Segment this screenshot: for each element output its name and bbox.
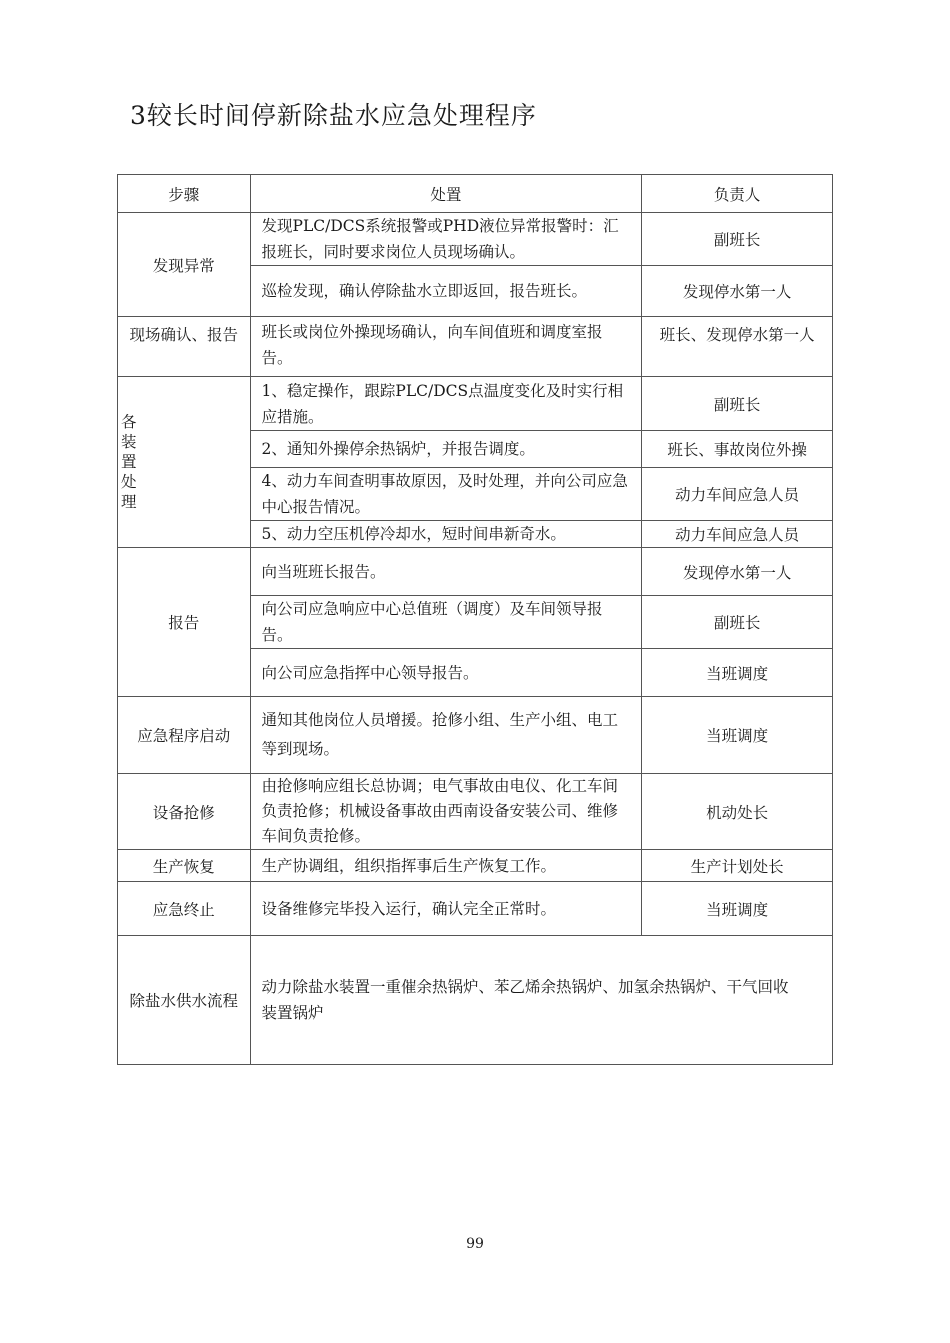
owner-cell: 副班长	[642, 213, 833, 266]
owner-cell: 副班长	[642, 596, 833, 649]
owner-cell: 发现停水第一人	[642, 548, 833, 596]
action-cell: 5、动力空压机停冷却水，短时间串新奇水。	[250, 521, 642, 548]
table-row	[118, 850, 833, 882]
step-cell: 现场确认、报告	[118, 317, 251, 377]
action-cell: 1、稳定操作，跟踪PLC/DCS点温度变化及时实行相应措施。	[250, 377, 642, 431]
header-action: 处置	[250, 175, 642, 213]
table-row	[118, 936, 833, 1065]
action-cell: 发现PLC/DCS系统报警或PHD液位异常报警时：汇报班长，同时要求岗位人员现场确认。	[250, 213, 642, 266]
action-cell: 由抢修响应组长总协调；电气事故由电仪、化工车间负责抢修；机械设备事故由西南设备安装公司、维修车间负责抢修。	[250, 774, 642, 850]
table-row	[118, 377, 833, 431]
step-cell: 应急终止	[118, 882, 251, 936]
page-number: 99	[466, 1236, 484, 1252]
document-title: 3较长时间停新除盐水应急处理程序	[130, 101, 537, 130]
owner-cell: 当班调度	[642, 882, 833, 936]
owner-cell: 班长、发现停水第一人	[642, 317, 833, 377]
owner-cell: 副班长	[642, 377, 833, 431]
step-vertical-text: 各装置处理	[121, 413, 137, 511]
table-row	[118, 774, 833, 850]
owner-cell: 动力车间应急人员	[642, 468, 833, 521]
step-cell: 设备抢修	[118, 774, 251, 850]
owner-cell: 发现停水第一人	[642, 266, 833, 317]
table-row	[118, 697, 833, 774]
owner-cell: 当班调度	[642, 649, 833, 697]
step-cell: 应急程序启动	[118, 697, 251, 774]
action-cell: 班长或岗位外操现场确认，向车间值班和调度室报告。	[250, 317, 642, 377]
owner-cell: 生产计划处长	[642, 850, 833, 882]
step-cell: 报告	[118, 548, 251, 697]
table-row	[118, 213, 833, 266]
header-owner: 负责人	[642, 175, 833, 213]
action-cell: 向公司应急响应中心总值班（调度）及车间领导报告。	[250, 596, 642, 649]
owner-cell: 当班调度	[642, 697, 833, 774]
table-row	[118, 548, 833, 596]
step-cell-vertical	[118, 377, 251, 548]
owner-cell: 动力车间应急人员	[642, 521, 833, 548]
table-row	[118, 317, 833, 377]
owner-cell: 班长、事故岗位外操	[642, 431, 833, 468]
flow-cell: 动力除盐水装置一重催余热锅炉、苯乙烯余热锅炉、加氢余热锅炉、干气回收装置锅炉	[250, 936, 832, 1065]
step-cell: 生产恢复	[118, 850, 251, 882]
table-row	[118, 882, 833, 936]
action-cell: 巡检发现，确认停除盐水立即返回，报告班长。	[250, 266, 642, 317]
action-cell: 通知其他岗位人员增援。抢修小组、生产小组、电工等到现场。	[250, 697, 642, 774]
table-header-row	[118, 175, 833, 213]
owner-cell: 机动处长	[642, 774, 833, 850]
action-cell: 设备维修完毕投入运行，确认完全正常时。	[250, 882, 642, 936]
action-cell: 2、通知外操停余热锅炉，并报告调度。	[250, 431, 642, 468]
action-cell: 向公司应急指挥中心领导报告。	[250, 649, 642, 697]
step-cell: 除盐水供水流程	[118, 936, 251, 1065]
procedure-table	[117, 174, 833, 1065]
action-cell: 向当班班长报告。	[250, 548, 642, 596]
step-cell: 发现异常	[118, 213, 251, 317]
action-cell: 4、动力车间查明事故原因，及时处理，并向公司应急中心报告情况。	[250, 468, 642, 521]
action-cell: 生产协调组，组织指挥事后生产恢复工作。	[250, 850, 642, 882]
header-step: 步骤	[118, 175, 251, 213]
